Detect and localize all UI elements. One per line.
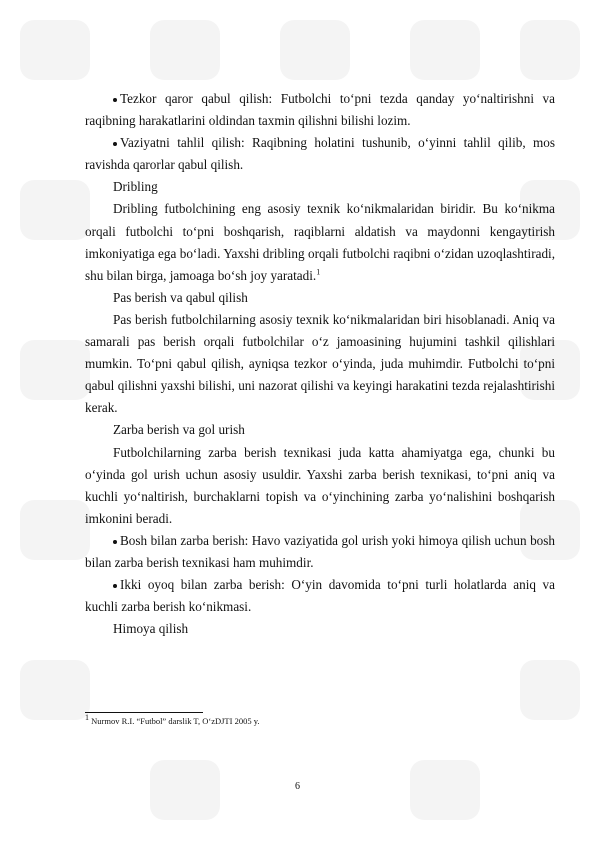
section-heading: Pas berish va qabul qilish [113,289,248,305]
bullet-item [85,530,555,574]
bullet-item [85,132,555,176]
document-body [85,88,555,640]
paragraph-text: Dribling futbolchining eng asosiy texnik ko‘nikmalaridan biridir. Bu ko‘nikma orqali futbolchi to‘pni boshqarish, raqiblarni aldatish va maydonni kengaytirish imkoniyatiga ega bo‘ladi. Yaxshi dribling orqali futbolchi raqibni o‘zidan uzoqlashtiradi, shu bilan birga, jamoaga bo‘sh joy yaratadi. [85,201,555,283]
section-heading: Zarba berish va gol urish [113,422,245,438]
bullet-icon [113,142,117,146]
section-heading: Himoya qilish [113,621,189,637]
footnote-number: 1 [85,713,89,723]
footnote-text: Nurmov R.I. “Futbol” darslik T, O‘zDJTI 2005 y. [89,716,260,726]
bullet-icon [113,540,117,544]
bullet-item [85,574,555,618]
section-paragraph: Futbolchilarning zarba berish texnikasi juda katta ahamiyatga ega, chunki bu o‘yinda gol urish uchun asosiy usuldir. Yaxshi zarba berish texnikasi, to‘pni aniq va kuchli yo‘naltirish, burchaklarni topish va o‘yinchining zarba yo‘nalishini boshqarish imkonini beradi. [85,444,555,526]
bullet-text: Vaziyatni tahlil qilish: Raqibning holatini tushunib, o‘yinni tahlil qilib, mos ravishda qarorlar qabul qilish. [85,135,555,173]
page-number: 6 [295,781,300,792]
section-paragraph [85,198,555,286]
section-paragraph: Pas berish futbolchilarning asosiy texnik ko‘nikmalaridan biri hisoblanadi. Aniq va samarali pas berish orqali futbolchilar o‘z jamoasining hujumini tashkil qilishlari mumkin. To‘pni qabul qilish, ayniqsa tezkor o‘yinda, juda muhimdir. Futbolchi to‘pni qabul qilishni yaxshi bilishi, uni nazorat qilishi va keyingi harakatini tezda rejalashtirishi kerak. [85,311,555,416]
bullet-text: Ikki oyoq bilan zarba berish: O‘yin davomida to‘pni turli holatlarda aniq va kuchli zarba berish ko‘nikmasi. [85,577,555,615]
section-heading: Dribling [113,179,158,195]
bullet-icon [113,584,117,588]
bullet-item [85,88,555,132]
bullet-text: Bosh bilan zarba berish: Havo vaziyatida gol urish yoki himoya qilish uchun bosh bilan zarba berish texnikasi ham muhimdir. [85,532,555,570]
bullet-icon [113,98,117,102]
bullet-text: Tezkor qaror qabul qilish: Futbolchi to‘pni tezda qanday yo‘naltirishni va raqibning harakatlarini oldindan taxmin qilishni bilishi lozim. [85,91,555,129]
footnote-divider [85,712,203,713]
footnote [85,713,260,727]
footnote-reference: 1 [316,267,321,277]
